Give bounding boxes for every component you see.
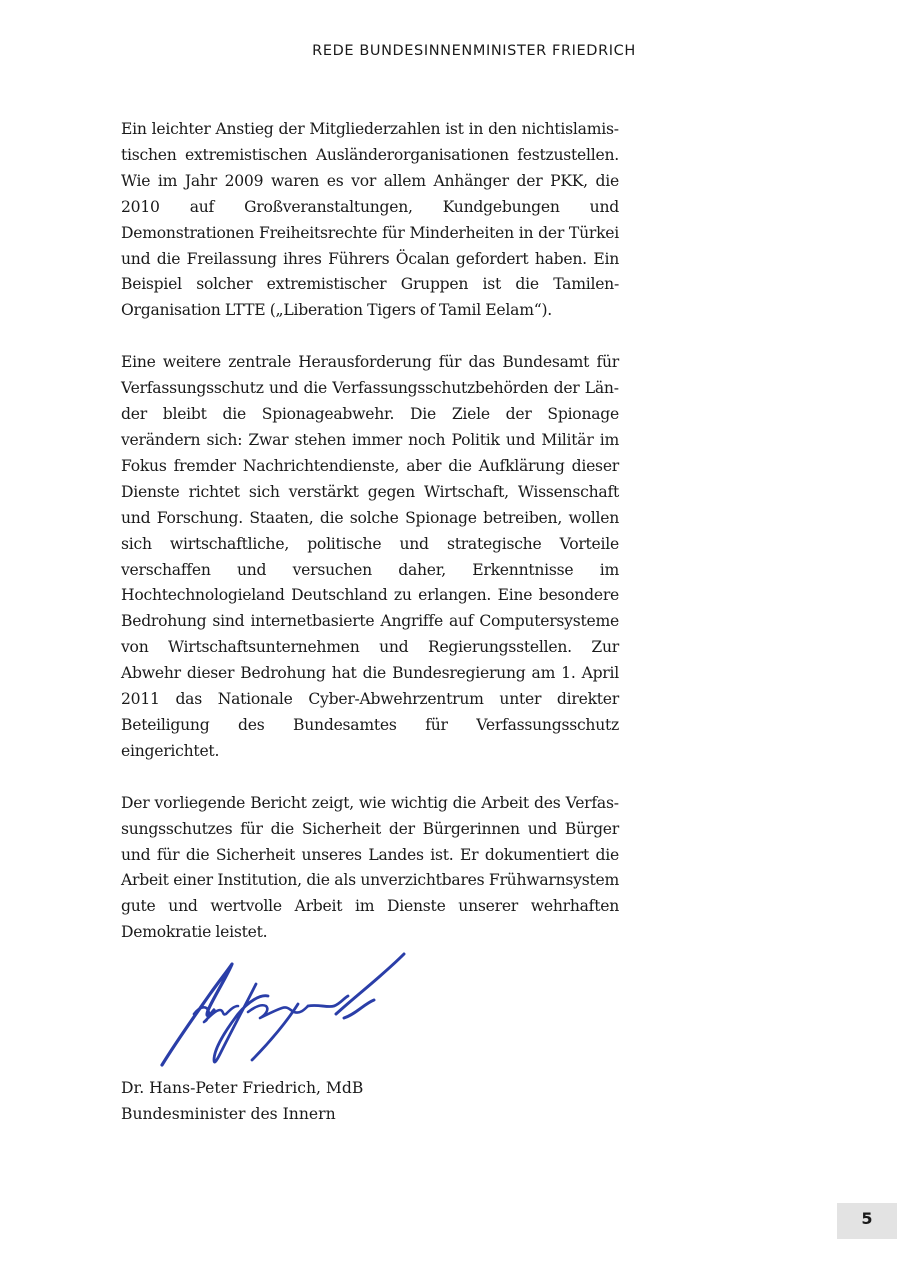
signature-stroke-loop xyxy=(194,1006,238,1022)
signature-stroke-middle xyxy=(248,1005,308,1018)
signature-stroke-tail xyxy=(336,954,404,1018)
signer-block xyxy=(121,1075,363,1127)
signature-image xyxy=(148,944,418,1068)
signature-strokes xyxy=(162,954,404,1065)
paragraph-3: Der vorliegende Bericht zeigt, wie wichtig die Arbeit des Verfassungsschutzes für die Sicherheit der Bürgerinnen und Bürger und für die Sicherheit unseres Landes ist. Er dokumentiert die Arbeit einer Institution, die als unverzichtbares Frühwarnsystem gute und wertvolle Arbeit im Dienste unserer wehrhaften Demokratie leistet. xyxy=(121,793,619,942)
signer-title: Bundesminister des Innern xyxy=(121,1105,336,1123)
running-header: REDE BUNDESINNENMINISTER FRIEDRICH xyxy=(312,43,636,59)
signer-name: Dr. Hans-Peter Friedrich, MdB xyxy=(121,1079,364,1097)
body-text xyxy=(121,117,619,972)
page-number-badge: 5 xyxy=(837,1203,897,1239)
paragraph-2: Eine weitere zentrale Herausforderung für das Bundesamt für Verfassungsschutz und die Verfassungsschutzbehörden der Länder bleibt die Spionageabwehr. Die Ziele der Spionage verändern sich: Zwar stehen immer noch Politik und Militär im Fokus fremder Nachrichtendienste, aber die Aufklärung dieser Dienste richtet sich verstärkt gegen Wirtschaft, Wissenschaft und Forschung. Staaten, die solche Spionage betreiben, wollen sich wirtschaftliche, politische und strategische Vorteile verschaffen und versuchen daher, Erkenntnisse im Hochtechnologieland Deutschland zu erlangen. Eine besondere Bedrohung sind internetbasierte Angriffe auf Computersysteme von Wirtschaftsunternehmen und Regierungsstellen. Zur Abwehr dieser Bedrohung hat die Bundesregierung am 1. April 2011 das Nationale Cyber-Abwehrzentrum unter direkter Beteiligung des Bundesamtes für Verfassungsschutz eingerichtet. xyxy=(121,353,619,760)
paragraph-1: Ein leichter Anstieg der Mitgliederzahlen ist in den nichtislamistischen extremistischen Ausländerorganisationen festzustellen. Wie im Jahr 2009 waren es vor allem Anhänger der PKK, die 2010 auf Großveranstaltungen, Kundgebungen und Demonstrationen Freiheitsrechte für Minderheiten in der Türkei und die Freilassung ihres Führers Öcalan gefordert haben. Ein Beispiel solcher extremistischer Gruppen ist die Tamilen-Organisation LTTE („Liberation Tigers of Tamil Eelam“). xyxy=(121,120,619,320)
